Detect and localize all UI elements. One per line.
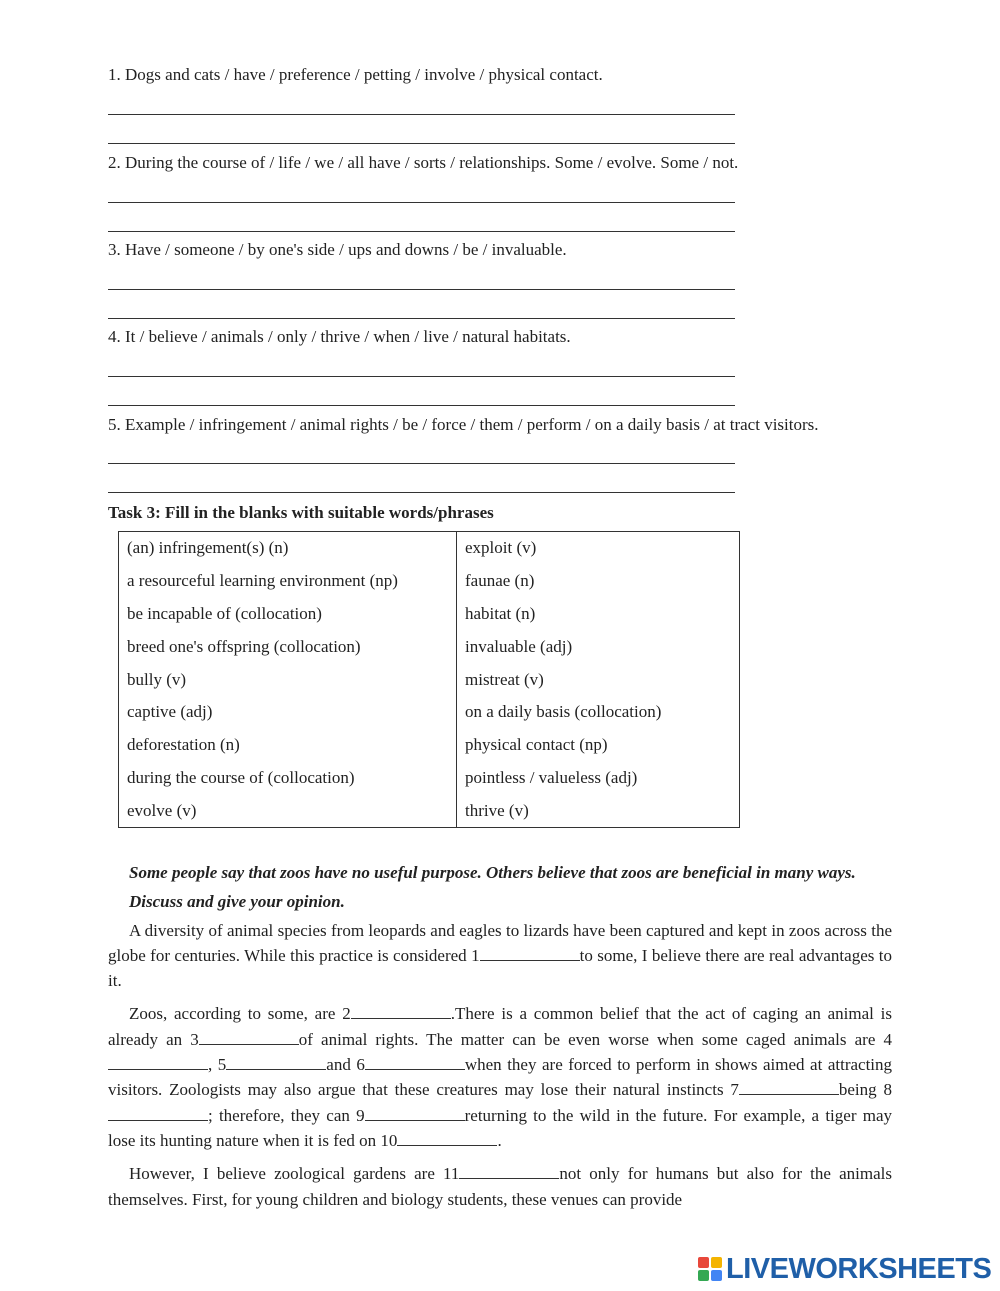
- text: not only for humans but also for the animals themselves. First, for young children and biology students, these venues can provide: [108, 1164, 892, 1209]
- blank-2[interactable]: [351, 1003, 451, 1019]
- vocab-row: [119, 532, 740, 565]
- blank-6[interactable]: [365, 1054, 465, 1070]
- vocab-term-right: pointless / valueless (adj): [465, 767, 638, 787]
- vocab-term-left: evolve (v): [119, 794, 457, 827]
- blank-9[interactable]: [365, 1105, 465, 1121]
- vocab-term-left: during the course of (collocation): [119, 762, 457, 795]
- vocab-term-left: be incapable of (collocation): [119, 598, 457, 631]
- text: .There is a common belief that the act of caging an animal is already an 3: [108, 1004, 893, 1049]
- answer-line-5b[interactable]: [108, 492, 735, 493]
- text: A diversity of animal species from leopards and eagles to lizards have been captured and kept in zoos across the globe for centuries. While this practice is considered 1: [108, 920, 892, 965]
- essay-section: [108, 860, 892, 1212]
- task2-item-4: 4. It / believe / animals / only / thrive / when / live / natural habitats.: [108, 327, 571, 346]
- task2-item-3: 3. Have / someone / by one's side / ups and downs / be / invaluable.: [108, 240, 567, 259]
- vocab-term-right: invaluable (adj): [465, 636, 573, 656]
- blank-7[interactable]: [739, 1079, 839, 1095]
- task2-item-5: 5. Example / infringement / animal rights / be / force / them / perform / on a daily basis / at tract visitors.: [108, 415, 819, 434]
- vocab-term-left: captive (adj): [119, 696, 457, 729]
- vocab-term-right: habitat (n): [465, 603, 536, 623]
- vocab-row: [119, 630, 740, 663]
- task2-item-1: 1. Dogs and cats / have / preference / petting / involve / physical contact.: [108, 65, 603, 84]
- vocab-term-right: mistreat (v): [465, 669, 544, 689]
- logo-square: [698, 1270, 709, 1281]
- vocab-term-left: (an) infringement(s) (n): [119, 532, 457, 565]
- vocab-row: [119, 663, 740, 696]
- vocabulary-table: [118, 531, 740, 828]
- vocab-term-right: physical contact (np): [465, 735, 608, 755]
- blank-8[interactable]: [108, 1105, 208, 1121]
- text: ; therefore, they can 9: [208, 1105, 365, 1125]
- text: However, I believe zoological gardens are 11: [129, 1164, 460, 1184]
- answer-line-1a[interactable]: [108, 114, 735, 115]
- vocab-term-right: on a daily basis (collocation): [465, 702, 662, 722]
- answer-line-5a[interactable]: [108, 463, 735, 464]
- vocab-row: [119, 729, 740, 762]
- logo-square: [711, 1257, 722, 1268]
- vocab-term-right: faunae (n): [465, 571, 535, 591]
- vocab-row: [119, 762, 740, 795]
- text: .: [497, 1130, 502, 1150]
- blank-5[interactable]: [226, 1054, 326, 1070]
- vocab-row: [119, 565, 740, 598]
- text: to some, I believe there are real advantages to it.: [108, 945, 892, 991]
- answer-line-2a[interactable]: [108, 202, 735, 203]
- answer-line-2b[interactable]: [108, 231, 735, 232]
- vocab-term-left: a resourceful learning environment (np): [119, 565, 457, 598]
- blank-4[interactable]: [108, 1054, 208, 1070]
- text: when they are forced to perform in shows aimed at attracting visitors. Zoologists may also argue that these creatures may lose their natural instincts 7: [108, 1055, 893, 1100]
- answer-line-3a[interactable]: [108, 289, 735, 290]
- text: Zoos, according to some, are 2: [129, 1004, 351, 1024]
- vocab-term-left: breed one's offspring (collocation): [119, 630, 457, 663]
- text: of animal rights. The matter can be even worse when some caged animals are 4: [298, 1029, 892, 1049]
- vocab-row: [119, 598, 740, 631]
- text: being 8: [838, 1080, 892, 1100]
- essay-paragraph-3: [108, 1161, 892, 1212]
- vocab-row: [119, 696, 740, 729]
- text: , 5: [208, 1055, 227, 1075]
- text: returning to the wild in the future. For example, a tiger may lose its hunting nature when it is fed on 10: [108, 1105, 892, 1150]
- answer-line-3b[interactable]: [108, 318, 735, 319]
- blank-3[interactable]: [199, 1029, 299, 1045]
- vocab-term-left: bully (v): [119, 663, 457, 696]
- vocab-term-left: deforestation (n): [119, 729, 457, 762]
- vocab-row: [119, 794, 740, 827]
- answer-line-1b[interactable]: [108, 143, 735, 144]
- blank-10[interactable]: [397, 1130, 497, 1146]
- logo-square: [698, 1257, 709, 1268]
- vocab-term-right: exploit (v): [465, 538, 537, 558]
- text: and 6: [326, 1055, 365, 1075]
- essay-paragraph-2: [108, 1001, 892, 1153]
- task3-title: Task 3: Fill in the blanks with suitable words/phrases: [108, 503, 494, 522]
- answer-line-4b[interactable]: [108, 405, 735, 406]
- logo-mark-icon: [698, 1257, 722, 1281]
- task2-item-2: 2. During the course of / life / we / all have / sorts / relationships. Some / evolve. Some / not.: [108, 153, 739, 172]
- logo-square: [711, 1270, 722, 1281]
- blank-11[interactable]: [459, 1163, 559, 1179]
- essay-instruction: Discuss and give your opinion.: [129, 892, 345, 912]
- essay-prompt: Some people say that zoos have no useful purpose. Others believe that zoos are beneficial in many ways.: [129, 863, 856, 882]
- liveworksheets-logo[interactable]: [698, 1252, 991, 1286]
- answer-line-4a[interactable]: [108, 376, 735, 377]
- logo-text: LIVEWORKSHEETS: [726, 1252, 992, 1285]
- blank-1[interactable]: [480, 945, 580, 961]
- essay-paragraph-1: [108, 918, 892, 994]
- vocab-term-right: thrive (v): [465, 800, 529, 820]
